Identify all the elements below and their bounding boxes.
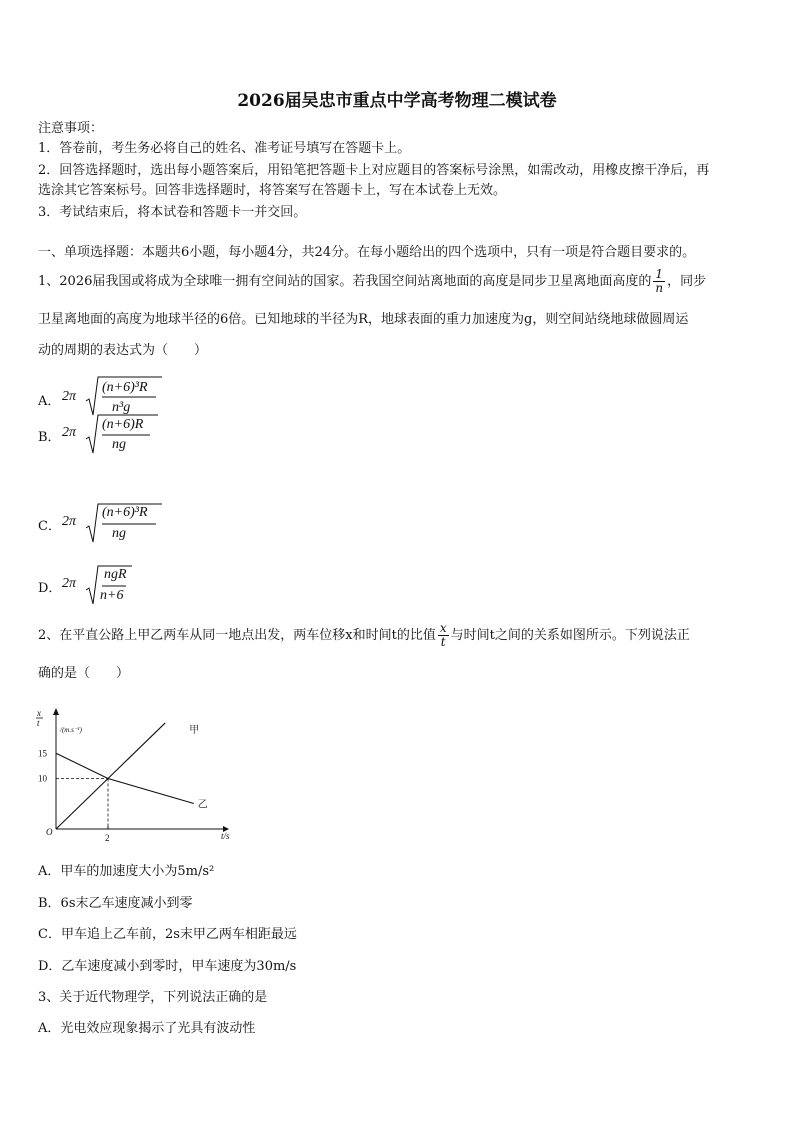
xt-t-graph [30,706,230,851]
formula-numerator: ngR [104,567,127,582]
option-d: D．乙车速度减小到零时，甲车速度为30m/s [38,959,297,974]
question-1-stem-line1 [38,268,706,295]
option-label: C． [38,519,61,534]
series-label: 甲 [189,724,200,736]
y-tick-label: 10 [38,773,47,784]
y-axis-unit: /(m.s⁻¹) [60,726,82,734]
series-line [56,723,165,829]
formula-denominator: n³g [112,400,131,415]
notice-item: 3．考试结束后，将本试卷和答题卡一并交回。 [38,205,307,220]
x-axis-label: t/s [221,831,230,841]
question-3-stem: 3、关于近代物理学，下列说法正确的是 [38,990,268,1005]
option-c: C．甲车追上乙车前，2s末甲乙两车相距最远 [38,927,297,942]
section-heading: 一、单项选择题：本题共6小题，每小题4分，共24分。在每小题给出的四个选项中，只有一项是符合题目要求的。 [38,245,696,260]
fraction-numerator: x [439,621,447,635]
notice-item: 2．回答选择题时，选出每小题答案后，用铅笔把答题卡上对应题目的答案标号涂黑，如需改动，用橡皮擦干净后，再 [38,163,710,178]
option-a: A．光电效应现象揭示了光具有波动性 [38,1021,256,1036]
formula-prefix: 2π [62,425,77,440]
formula-denominator: ng [112,437,126,452]
notice-item: 1．答卷前，考生务必将自己的姓名、准考证号填写在答题卡上。 [38,141,411,156]
question-1-stem-line3: 动的周期的表达式为（ ） [38,343,208,358]
fraction-numerator: 1 [653,268,665,282]
fraction [653,268,665,295]
option-b: B．6s末乙车速度减小到零 [38,896,193,911]
question-2-text: 与时间t之间的关系如图所示。下列说法正 [450,628,690,643]
notice-item: 选涂其它答案标号。回答非选择题时，将答案写在答题卡上，写在本试卷上无效。 [38,183,507,198]
option-label: D． [38,581,62,596]
x-tick-label: 2 [105,833,110,843]
question-1-stem-line2: 卫星离地面的高度为地球半径的6倍。已知地球的半径为R，地球表面的重力加速度为g，则空间站绕地球做圆周运 [38,312,689,327]
formula-prefix: 2π [62,576,77,591]
formula-denominator: n+6 [100,588,124,603]
page-title: 2026届吴忠市重点中学高考物理二模试卷 [237,91,557,111]
fraction-denominator: t [440,635,446,649]
y-axis-label-numerator: x [37,708,41,718]
series-label: 乙 [197,799,208,811]
option-label: A． [38,394,61,409]
formula-prefix: 2π [62,514,77,529]
y-tick-label: 15 [38,748,47,759]
formula-numerator: (n+6)R [102,417,144,432]
formula-prefix: 2π [62,389,77,404]
question-2-text: 2、在平直公路上甲乙两车从同一地点出发，两车位移x和时间t的比值 [38,628,436,643]
origin-label: O [46,827,53,837]
question-1-text: ，同步 [667,274,707,289]
formula-numerator: (n+6)³R [102,505,148,520]
formula-denominator: ng [112,526,126,541]
question-2-stem-line1 [38,622,690,649]
question-1-text: 1、2026届我国或将成为全球唯一拥有空间站的国家。若我国空间站离地面的高度是同步卫星离地面高度的 [38,274,652,289]
option-label: B． [38,430,61,445]
fraction [438,622,449,649]
notice-heading: 注意事项： [38,121,104,136]
option-a: A．甲车的加速度大小为5m/s² [38,864,215,879]
y-axis-label-denominator: t [37,718,40,728]
formula-numerator: (n+6)³R [102,380,148,395]
fraction-denominator: n [655,281,664,295]
y-axis-arrow [53,708,59,715]
question-2-stem-line2: 确的是（ ） [38,666,130,681]
